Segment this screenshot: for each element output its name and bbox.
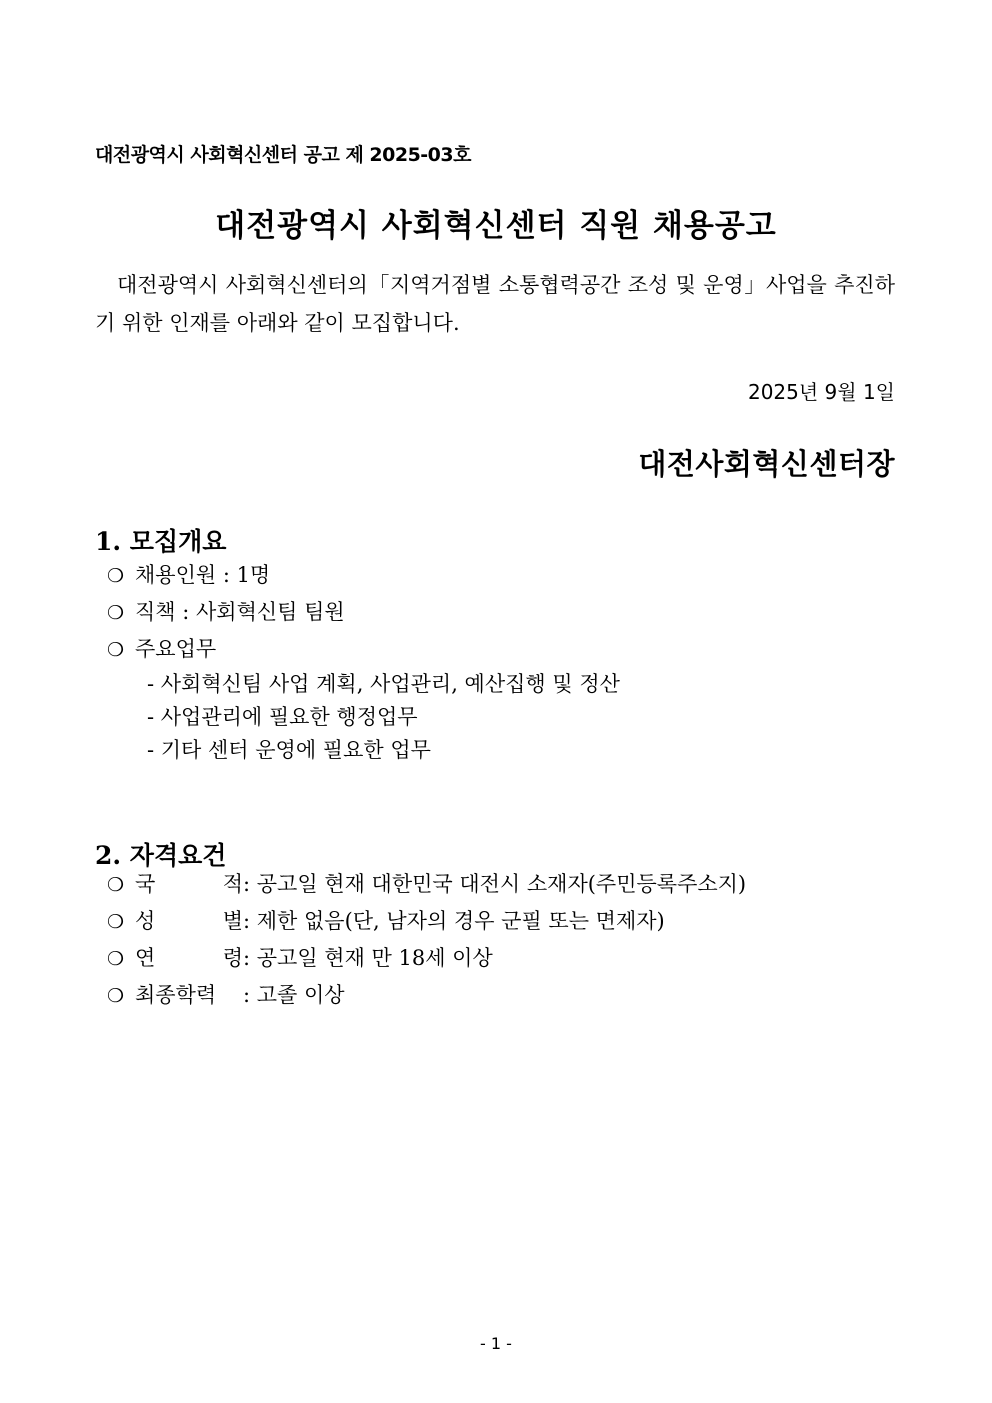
notice-date: 2025년 9월 1일 [747,380,895,404]
item-label: 성 별 [135,909,243,933]
intro-paragraph: 대전광역시 사회혁신센터의「지역거점별 소통협력공간 조성 및 운영」사업을 추진하기 위한 인재를 아래와 같이 모집합니다. [95,273,895,335]
item-value: : 고졸 이상 [243,983,345,1007]
list-item [107,631,620,668]
list-item [107,557,620,594]
section-title-qualifications: 2. 자격요건 [95,841,227,870]
item-value: : 제한 없음(단, 남자의 경우 군필 또는 면제자) [243,909,665,933]
list-item [107,940,746,977]
item-text: 채용인원 : 1명 [135,563,271,587]
circle-bullet-icon: ❍ [107,985,125,1007]
item-text: 주요업무 [135,637,217,661]
duty-item: - 사업관리에 필요한 행정업무 [147,705,418,729]
duty-item: - 기타 센터 운영에 필요한 업무 [147,738,431,762]
circle-bullet-icon: ❍ [107,948,125,970]
circle-bullet-icon: ❍ [107,602,125,624]
circle-bullet-icon: ❍ [107,874,125,896]
section-title-recruitment-overview: 1. 모집개요 [95,527,227,556]
list-item [107,977,746,1014]
list-item [107,903,746,940]
item-label: 최종학력 [135,983,217,1007]
duties-list [147,668,620,767]
item-label: 국 적 [135,872,243,896]
item-label: 연 령 [135,946,243,970]
circle-bullet-icon: ❍ [107,911,125,933]
issuer-name: 대전사회혁신센터장 [638,447,895,481]
list-item [107,866,746,903]
circle-bullet-icon: ❍ [107,565,125,587]
notice-number: 대전광역시 사회혁신센터 공고 제 2025-03호 [95,144,471,166]
recruitment-overview-list [107,557,620,767]
item-text: 직책 : 사회혁신팀 팀원 [135,600,345,624]
item-value: : 공고일 현재 대한민국 대전시 소재자(주민등록주소지) [243,872,747,896]
duty-item: - 사회혁신팀 사업 계획, 사업관리, 예산집행 및 정산 [147,672,620,696]
page-number: - 1 - [480,1334,512,1353]
list-item [107,594,620,631]
page-title: 대전광역시 사회혁신센터 직원 채용공고 [215,208,777,244]
circle-bullet-icon: ❍ [107,639,125,661]
qualifications-list [107,866,746,1014]
item-value: : 공고일 현재 만 18세 이상 [243,946,493,970]
